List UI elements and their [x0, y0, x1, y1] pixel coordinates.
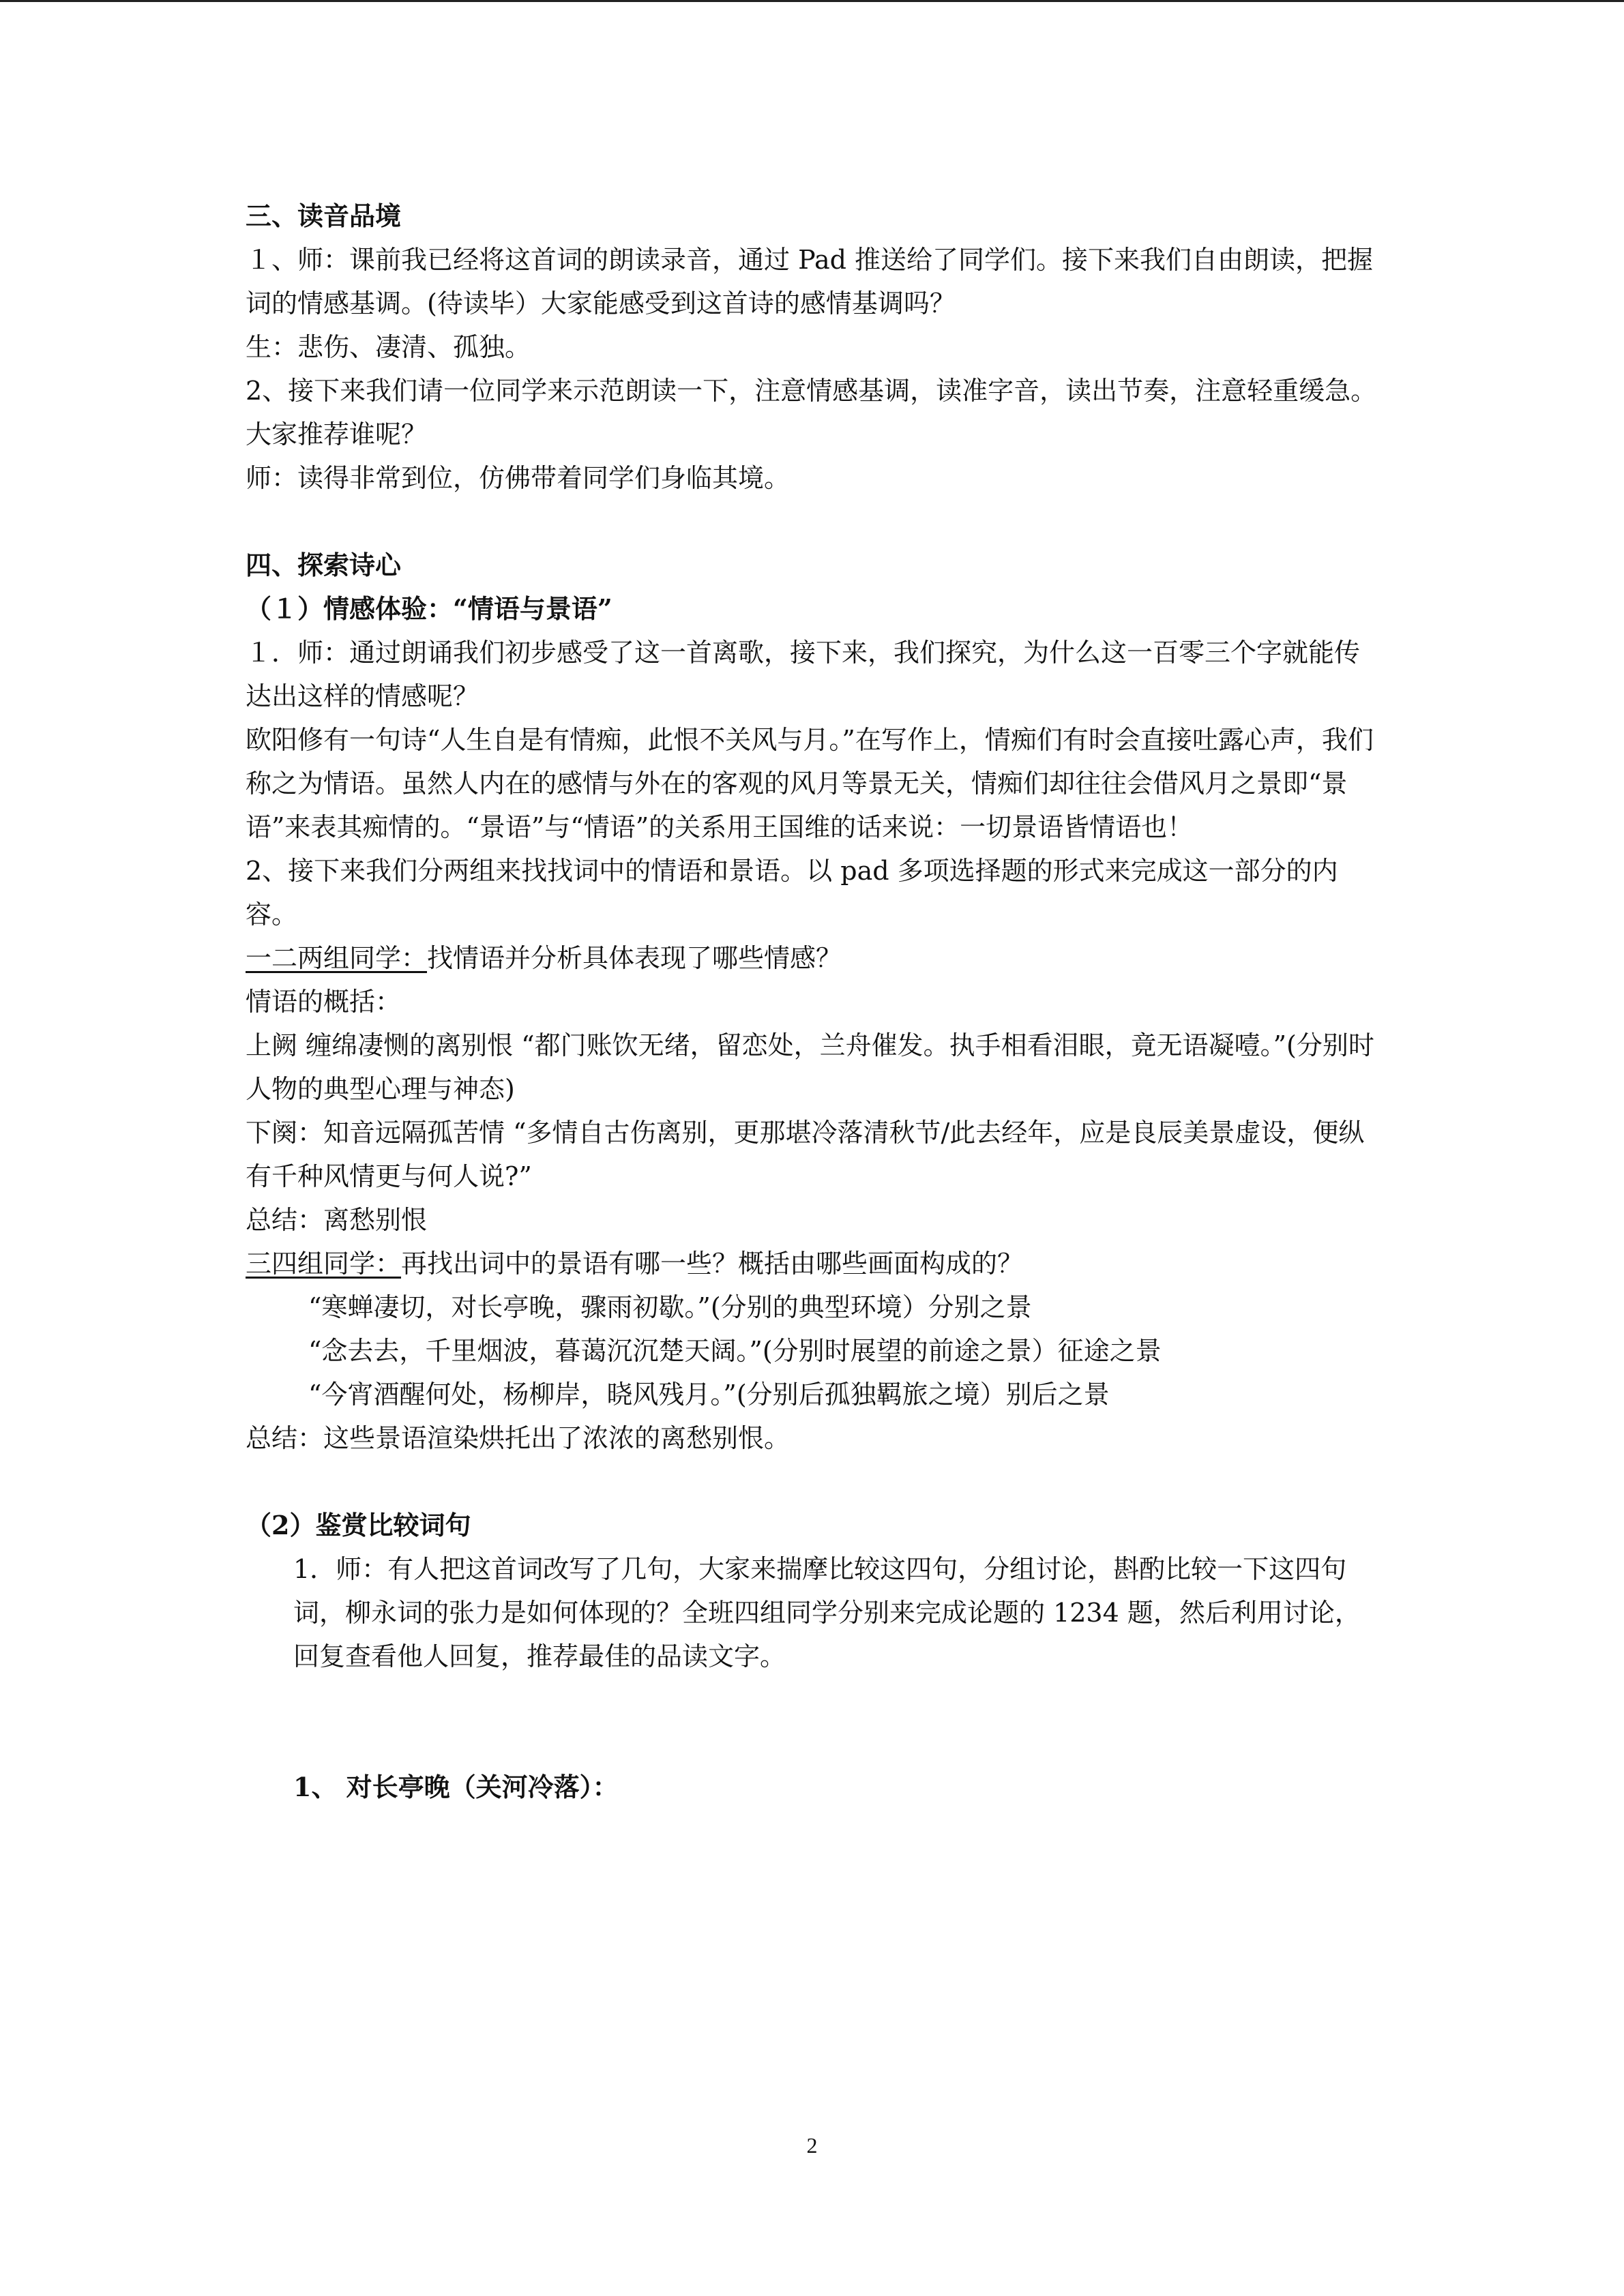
summary-1: 总结：离愁别恨	[246, 1205, 428, 1235]
page-number: 2	[806, 2133, 818, 2158]
scene-line-1: “寒蝉凄切，对长亭晚，骤雨初歇。”(分别的典型环境）分别之景	[308, 1292, 1032, 1322]
group12-text: 找情语并分析具体表现了哪些情感？	[427, 943, 842, 973]
comparison-item-1: 1、 对长亭晚（关河冷落）：	[293, 1772, 619, 1802]
spacer	[246, 500, 1378, 543]
section4-paragraph-1: １．师：通过朗诵我们初步感受了这一首离歌，接下来，我们探究，为什么这一百零三个字就能传达出这样的情感呢？	[246, 638, 1361, 711]
emotion-summary-heading: 情语的概括：	[246, 987, 402, 1017]
page-content	[246, 194, 1378, 1809]
section4-subsection2-title: （2）鉴赏比较词句	[246, 1510, 471, 1540]
group12-line	[246, 936, 1378, 980]
section3-paragraph-1: １、师：课前我已经将这首词的朗读录音，通过 Pad 推送给了同学们。接下来我们自由朗读，把握词的情感基调。(待读毕）大家能感受到这首诗的感情基调吗？	[246, 245, 1374, 318]
page-top-border	[0, 0, 1624, 2]
subsection2-paragraph-1: 1．师：有人把这首词改写了几句，大家来揣摩比较这四句，分组讨论，斟酌比较一下这四句词，柳永词的张力是如何体现的？全班四组同学分别来完成论题的 1234 题，然后利用讨论，回复查看他人回复，推荐最佳的品读文字。	[293, 1554, 1361, 1671]
section4-paragraph-2: 欧阳修有一句诗“人生自是有情痴，此恨不关风与月。”在写作上，情痴们有时会直接吐露心声，我们称之为情语。虽然人内在的感情与外在的客观的风月等景无关，情痴们却往往会借风月之景即“景语”来表其痴情的。“景语”与“情语”的关系用王国维的话来说：一切景语皆情语也！	[246, 725, 1374, 842]
scene-line-3: “今宵酒醒何处，杨柳岸，晓风残月。”(分别后孤独羁旅之境）别后之景	[308, 1380, 1110, 1410]
lower-stanza-analysis: 下阕：知音远隔孤苦情 “多情自古伤离别，更那堪冷落清秋节/此去经年，应是良辰美景虚设，便纵有千种风情更与何人说?”	[246, 1118, 1365, 1191]
section3-title: 三、读音品境	[246, 200, 402, 231]
group34-label: 三四组同学：	[246, 1249, 402, 1279]
group34-text: 再找出词中的景语有哪一些？概括由哪些画面构成的？	[401, 1249, 1024, 1279]
section3-paragraph-3: 2、接下来我们请一位同学来示范朗读一下，注意情感基调，读准字音，读出节奏，注意轻重缓急。大家推荐谁呢？	[246, 376, 1377, 449]
summary-2: 总结：这些景语渲染烘托出了浓浓的离愁别恨。	[246, 1423, 791, 1453]
section3-paragraph-4: 师：读得非常到位，仿佛带着同学们身临其境。	[246, 463, 791, 493]
group34-line	[246, 1242, 1378, 1285]
group12-label: 一二两组同学：	[246, 943, 428, 973]
section3-paragraph-2: 生：悲伤、凄清、孤独。	[246, 332, 531, 362]
scene-line-2: “念去去，千里烟波，暮蔼沉沉楚天阔。”(分别时展望的前途之景）征途之景	[308, 1336, 1162, 1366]
section4-subsection1-title: （１）情感体验：“情语与景语”	[246, 593, 612, 624]
spacer	[246, 1678, 1378, 1765]
upper-stanza-analysis: 上阙 缠绵凄恻的离别恨 “都门账饮无绪，留恋处，兰舟催发。执手相看泪眼，竟无语凝噎。”(分别时人物的典型心理与神态)	[246, 1030, 1374, 1104]
section4-title: 四、探索诗心	[246, 550, 402, 580]
section4-paragraph-3: 2、接下来我们分两组来找找词中的情语和景语。以 pad 多项选择题的形式来完成这一部分的内容。	[246, 856, 1338, 929]
spacer	[246, 1460, 1378, 1504]
